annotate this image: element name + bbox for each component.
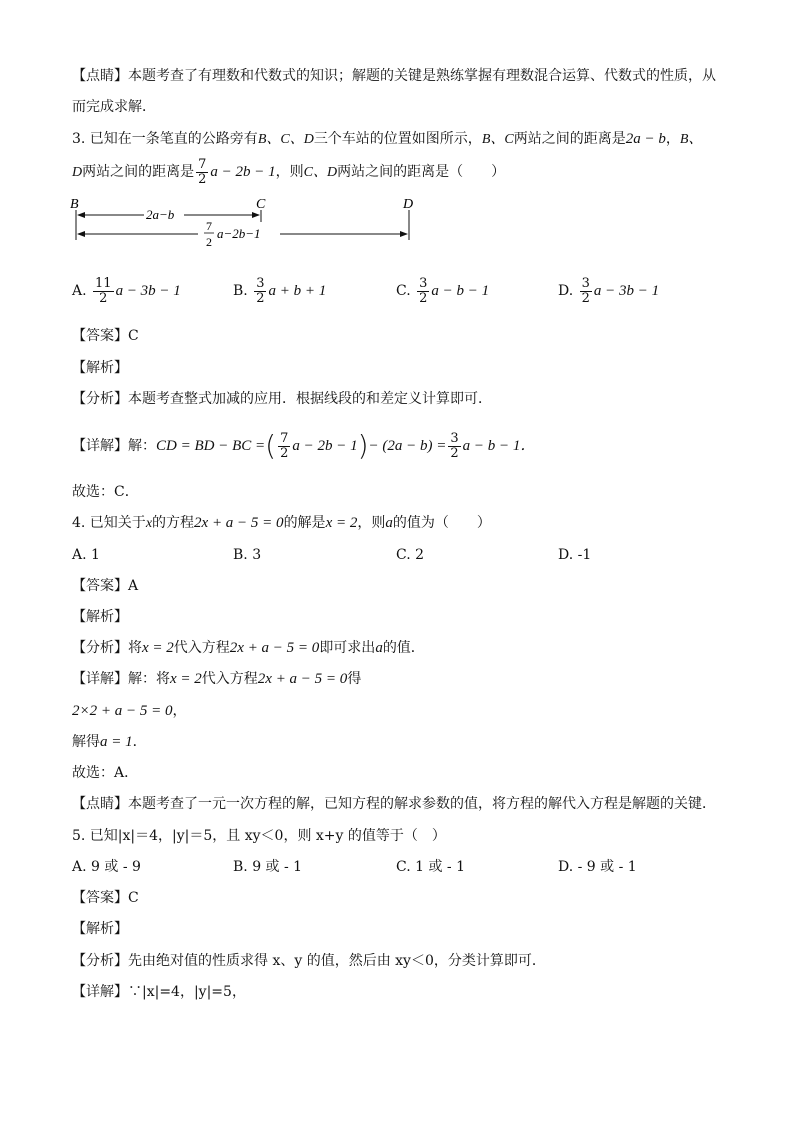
stem-text: 三个车站的位置如图所示， [313, 131, 482, 147]
fraction: $\frac{7}{2}$ [280, 430, 289, 461]
fraction: $\frac{3}{2}$ [450, 430, 459, 461]
section-tag: 【点睛】 [72, 68, 128, 84]
fenxi-line: 【分析】本题考查整式加减的应用．根据线段的和差定义计算即可． [72, 391, 492, 407]
stem-math: C、D [303, 165, 338, 180]
label-b: B [70, 197, 79, 212]
paragraph-text: 而完成求解． [72, 99, 156, 115]
stem-math: B、C、D [257, 132, 314, 147]
stem-text: 两站之间的距离是（ ） [337, 164, 506, 180]
paragraph-text: 本题考查了有理数和代数式的知识；解题的关键是熟练掌握有理数混合运算、代数式的性质，从 [128, 68, 716, 84]
choose-line: 故选：C． [72, 484, 139, 500]
detail-line: 【详解】解：CD = BD − BC =( $\frac{7}{2}$ a − 2b − 1)− (2a − b) = $\frac{3}{2}$ a − b − 1． [72, 429, 536, 462]
step-line: 2×2 + a − 5 = 0， [72, 703, 187, 719]
option-d[interactable]: D. - 9 或 - 1 [558, 859, 637, 875]
step-line: 解得a = 1． [72, 734, 147, 750]
question-4-stem: 4. 已知关于x的方程2x + a − 5 = 0的解是x = 2，则a的值为（ ） [72, 515, 491, 531]
detail-line: 【详解】解：将x = 2代入方程2x + a − 5 = 0得 [72, 671, 362, 687]
question-3-stem-line-2 [72, 156, 505, 189]
answer-line: 【答案】C [72, 328, 139, 344]
fraction: $\frac{11}{2}$ [95, 275, 112, 306]
option-c[interactable]: C. $\frac{3}{2}$ a − b − 1 [396, 275, 490, 306]
bd-label: a−2b−1 [217, 226, 261, 241]
option-b[interactable]: B. 3 [233, 547, 262, 563]
arrow-left [77, 231, 85, 237]
stem-math: 2a − b [625, 131, 666, 147]
stem-text: ， [665, 131, 680, 147]
answer-line: 【答案】C [72, 890, 139, 906]
option-c[interactable]: C. 2 [396, 547, 425, 563]
detail-line: 【详解】∵|x|=4，|y|=5， [72, 984, 246, 1000]
option-a[interactable]: A. 9 或 - 9 [72, 859, 141, 875]
stem-math: B、 [679, 132, 703, 147]
arrow-right [252, 212, 260, 218]
fenxi-line: 【分析】先由绝对值的性质求得 x、y 的值，然后由 xy＜0，分类计算即可． [72, 953, 546, 969]
question-5-stem: 5. 已知|x|＝4，|y|＝5，且 xy＜0，则 x+y 的值等于（ ） [72, 828, 446, 844]
fraction: $\frac{3}{2}$ [419, 275, 428, 306]
option-b[interactable]: B. $\frac{3}{2}$ a + b + 1 [233, 275, 327, 306]
dianjing-paragraph: 【点睛】本题考查了一元一次方程的解，已知方程的解求参数的值，将方程的解代入方程是解题的关键． [72, 796, 716, 812]
label-d: D [403, 197, 414, 212]
bd-frac-den: 2 [206, 235, 212, 249]
fraction: $\frac{3}{2}$ [256, 275, 265, 306]
stem-text: 两站之间的距离是 [513, 131, 626, 147]
fenxi-line: 【分析】将x = 2代入方程2x + a − 5 = 0即可求出a的值． [72, 640, 425, 656]
option-c[interactable]: C. 1 或 - 1 [396, 859, 466, 875]
option-a[interactable]: A. 1 [72, 547, 100, 563]
question-3-stem-line-1 [72, 129, 702, 150]
stem-math: B、C [481, 132, 514, 147]
analysis-heading: 【解析】 [72, 360, 128, 376]
segment-diagram [66, 192, 426, 260]
option-b[interactable]: B. 9 或 - 1 [233, 859, 303, 875]
answer-line: 【答案】A [72, 578, 139, 594]
stem-math: a − 2b − 1 [210, 164, 276, 180]
option-d[interactable]: D. -1 [558, 547, 592, 563]
stem-text: ，则 [275, 164, 304, 180]
arrow-right [400, 231, 408, 237]
fraction: $\frac{3}{2}$ [581, 275, 590, 306]
dianjing-paragraph [72, 66, 716, 86]
paragraph-continuation [72, 97, 156, 117]
stem-text: 两站之间的距离是 [82, 164, 195, 180]
bd-frac-num: 7 [206, 219, 212, 233]
option-a[interactable]: A. $\frac{11}{2}$ a − 3b − 1 [72, 275, 181, 306]
analysis-heading: 【解析】 [72, 609, 128, 625]
label-c: C [256, 197, 266, 212]
stem-math: D [72, 165, 83, 180]
option-d[interactable]: D. $\frac{3}{2}$ a − 3b − 1 [558, 275, 660, 306]
stem-text: 3. 已知在一条笔直的公路旁有 [72, 131, 258, 147]
bc-label: 2a−b [146, 207, 175, 222]
arrow-left [77, 212, 85, 218]
analysis-heading: 【解析】 [72, 921, 128, 937]
fraction: $\frac{7}{2}$ [198, 156, 207, 187]
choose-line: 故选：A． [72, 765, 139, 781]
